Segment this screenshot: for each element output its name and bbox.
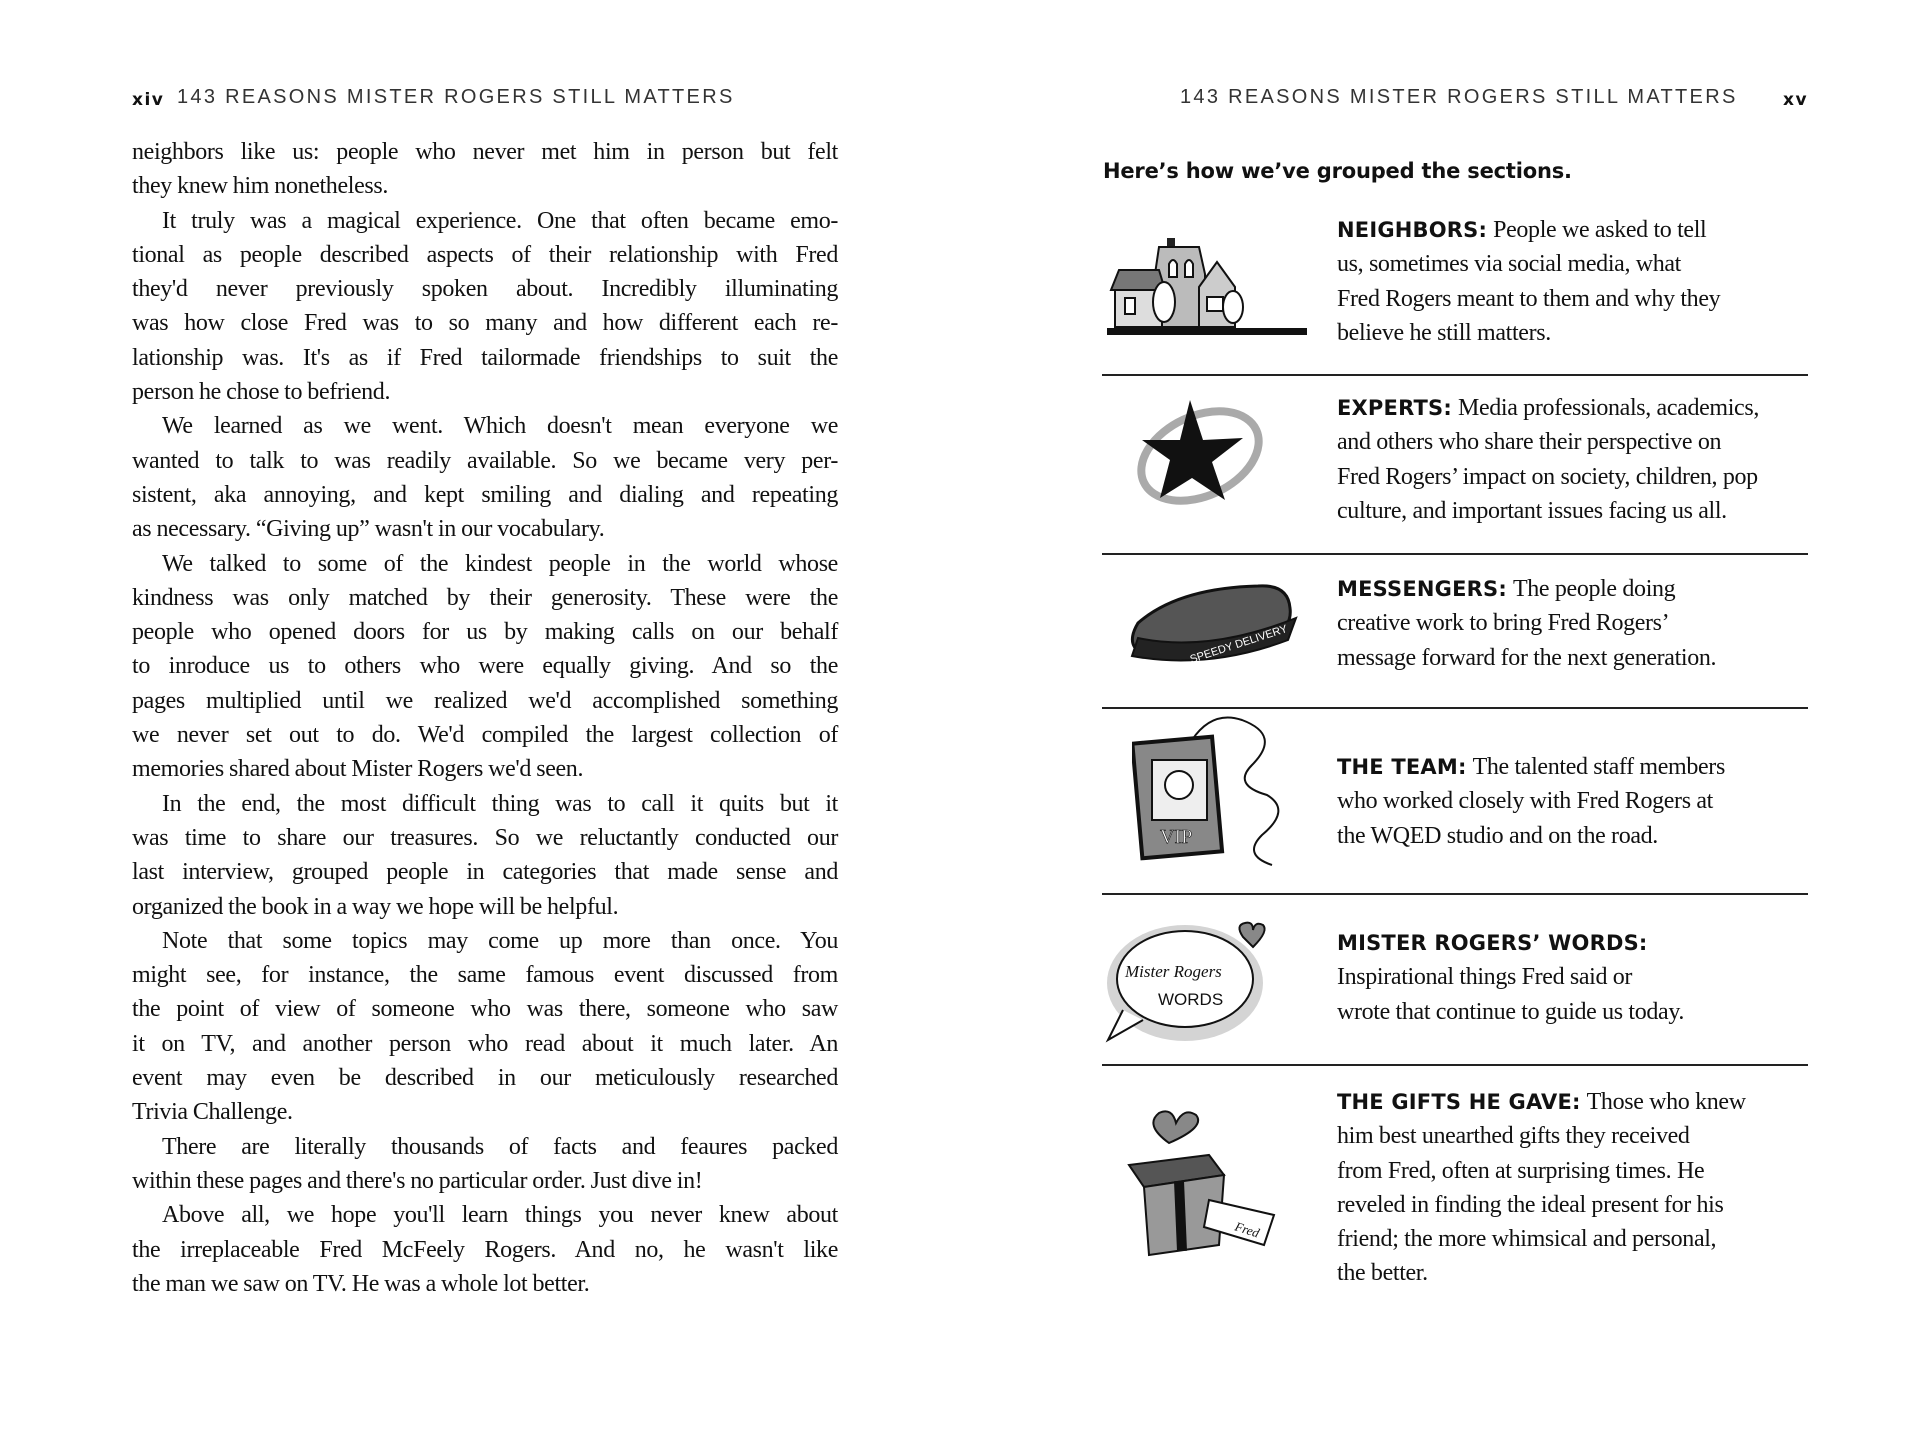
- section-text: Those who knew: [1586, 1089, 1746, 1115]
- text-line: the irreplaceable Fred McFeely Rogers. And no, he wasn't like: [132, 1236, 838, 1263]
- text-line: people who opened doors for us by making calls on our behalf: [132, 619, 838, 646]
- section-text: friend; the more whimsical and personal,: [1337, 1226, 1717, 1253]
- section-text: reveled in finding the ideal present for his: [1337, 1191, 1724, 1218]
- gift-icon: [1124, 1105, 1284, 1260]
- section-label: THE GIFTS HE GAVE:: [1337, 1090, 1581, 1114]
- page-number-left: xiv: [132, 90, 165, 110]
- divider: [1102, 707, 1808, 709]
- section-text: Inspirational things Fred said or: [1337, 964, 1633, 991]
- gift-tag-text: Fred: [1233, 1218, 1262, 1241]
- section-text: the better.: [1337, 1260, 1428, 1287]
- section-text: People we asked to tell: [1493, 217, 1707, 243]
- section-text: him best unearthed gifts they received: [1337, 1123, 1690, 1150]
- section-text: believe he still matters.: [1337, 319, 1551, 346]
- section-label: EXPERTS:: [1337, 396, 1452, 420]
- section-entry: [1337, 1085, 1817, 1291]
- divider: [1102, 1064, 1808, 1066]
- section-text: Fred Rogers meant to them and why they: [1337, 285, 1721, 312]
- section-text: The talented staff members: [1472, 754, 1725, 780]
- text-line: was time to share our treasures. So we reluctantly conducted our: [132, 824, 838, 851]
- section-text: and others who share their perspective on: [1337, 429, 1722, 456]
- divider: [1102, 374, 1808, 376]
- running-head-right: 143 REASONS MISTER ROGERS STILL MATTERS: [1180, 86, 1738, 108]
- text-line: Above all, we hope you'll learn things you never knew about: [162, 1202, 838, 1229]
- text-line: tional as people described aspects of their relationship with Fred: [132, 241, 838, 268]
- section-text: wrote that continue to guide us today.: [1337, 998, 1685, 1025]
- text-line: wanted to talk to was readily available. So we became very per-: [132, 447, 838, 474]
- text-line: person he chose to befriend.: [132, 379, 391, 406]
- text-line: lationship was. It's as if Fred tailormade friendships to suit the: [132, 344, 838, 371]
- section-text: from Fred, often at surprising times. He: [1337, 1157, 1705, 1184]
- section-label: MESSENGERS:: [1337, 577, 1507, 601]
- section-text: us, sometimes via social media, what: [1337, 251, 1681, 278]
- text-line: we never set out to do. We'd compiled the largest collection of: [132, 722, 838, 749]
- body-text: [132, 135, 838, 1301]
- divider: [1102, 553, 1808, 555]
- text-line: the man we saw on TV. He was a whole lot better.: [132, 1270, 590, 1297]
- speech-bubble-icon: [1103, 915, 1278, 1055]
- text-line: it on TV, and another person who read about it much later. An: [132, 1030, 838, 1057]
- mail-cap-icon: [1118, 578, 1302, 670]
- cap-badge-text: SPEEDY DELIVERY: [1188, 622, 1289, 666]
- text-line: We talked to some of the kindest people in the world whose: [162, 550, 838, 577]
- text-line: We learned as we went. Which doesn't mean everyone we: [162, 413, 838, 440]
- vip-badge-icon: [1132, 715, 1310, 870]
- text-line: memories shared about Mister Rogers we'd seen.: [132, 756, 584, 783]
- text-line: neighbors like us: people who never met him in person but felt: [132, 139, 838, 165]
- text-line: within these pages and there's no particular order. Just dive in!: [132, 1167, 703, 1194]
- text-line: they knew him nonetheless.: [132, 173, 389, 200]
- section-label: NEIGHBORS:: [1337, 218, 1488, 242]
- text-line: last interview, grouped people in categories that made sense and: [132, 859, 838, 886]
- text-line: event may even be described in our meticulously researched: [132, 1065, 838, 1092]
- section-text: culture, and important issues facing us all.: [1337, 497, 1727, 524]
- text-line: as necessary. “Giving up” wasn't in our vocabulary.: [132, 516, 605, 543]
- text-line: to inroduce us to others who were equally giving. And so the: [132, 653, 838, 680]
- section-label: MISTER ROGERS’ WORDS:: [1337, 931, 1648, 955]
- section-entry: [1337, 213, 1817, 350]
- text-line: sistent, aka annoying, and kept smiling and dialing and repeating: [132, 481, 838, 508]
- star-icon: [1130, 398, 1270, 510]
- text-line: kindness was only matched by their generosity. These were the: [132, 584, 838, 611]
- page-number-right: xv: [1783, 90, 1809, 110]
- section-entry: [1337, 572, 1817, 675]
- text-line: was how close Fred was to so many and how different each re-: [132, 310, 838, 337]
- text-line: Trivia Challenge.: [132, 1099, 293, 1126]
- section-text: Media professionals, academics,: [1457, 395, 1759, 421]
- section-entry: [1337, 926, 1817, 1029]
- badge-text: VIP: [1160, 826, 1193, 848]
- text-line: they'd never previously spoken about. Incredibly illuminating: [132, 276, 838, 303]
- section-entry: [1337, 750, 1817, 853]
- section-entry: [1337, 391, 1817, 528]
- text-line: There are literally thousands of facts and feaures packed: [162, 1133, 838, 1160]
- text-line: might see, for instance, the same famous event discussed from: [132, 962, 838, 989]
- section-text: Fred Rogers’ impact on society, children, pop: [1337, 463, 1758, 490]
- text-line: In the end, the most difficult thing was to call it quits but it: [162, 790, 838, 817]
- text-line: the point of view of someone who was there, someone who saw: [132, 996, 838, 1023]
- section-text: creative work to bring Fred Rogers’: [1337, 610, 1670, 637]
- section-text: the WQED studio and on the road.: [1337, 822, 1658, 849]
- text-line: Note that some topics may come up more than once. You: [162, 927, 838, 954]
- bubble-script-text: Mister Rogers: [1125, 962, 1222, 981]
- text-line: organized the book in a way we hope will be helpful.: [132, 893, 619, 920]
- divider: [1102, 893, 1808, 895]
- text-line: pages multiplied until we realized we'd accomplished something: [132, 687, 838, 714]
- section-label: THE TEAM:: [1337, 755, 1467, 779]
- section-text: who worked closely with Fred Rogers at: [1337, 788, 1713, 815]
- text-line: It truly was a magical experience. One that often became emo-: [162, 207, 838, 234]
- bubble-words-text: WORDS: [1158, 990, 1224, 1009]
- section-text: message forward for the next generation.: [1337, 644, 1717, 671]
- sections-heading: Here’s how we’ve grouped the sections.: [1103, 159, 1572, 183]
- running-head-left: 143 REASONS MISTER ROGERS STILL MATTERS: [177, 86, 735, 108]
- houses-icon: [1107, 232, 1307, 337]
- section-text: The people doing: [1512, 576, 1676, 602]
